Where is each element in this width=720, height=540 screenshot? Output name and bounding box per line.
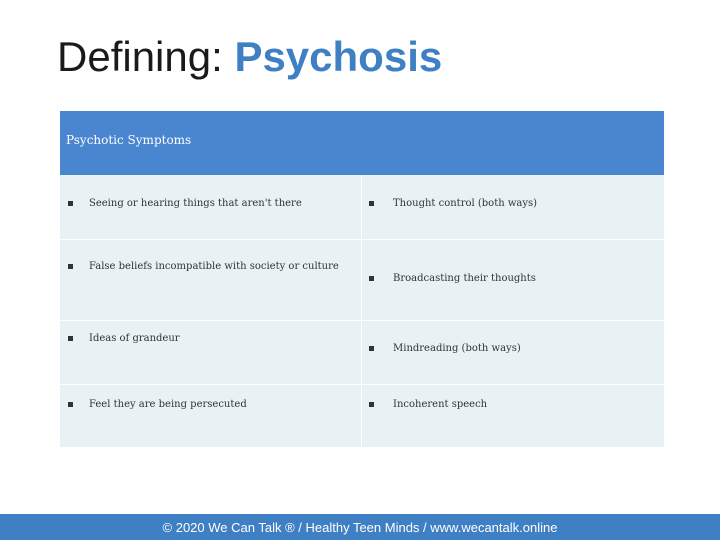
table-cell-left (60, 240, 362, 320)
table-cell-right (362, 240, 664, 320)
symptom-text: Ideas of grandeur (89, 333, 180, 344)
table-cell-left (60, 321, 362, 384)
title-prefix: Defining: (57, 33, 235, 80)
table-cell-right (362, 385, 664, 447)
symptom-text: Incoherent speech (393, 399, 488, 410)
table-header (60, 111, 664, 175)
bullet-icon (369, 346, 374, 351)
title-accent: Psychosis (234, 33, 443, 80)
slide-title (57, 33, 442, 81)
symptom-text: False beliefs incompatible with society or culture (89, 261, 339, 272)
bullet-icon (369, 402, 374, 407)
table-row (60, 175, 664, 240)
footer-text: © 2020 We Can Talk ® / Healthy Teen Minds / www.wecantalk.online (162, 519, 558, 535)
footer-bar (0, 514, 720, 540)
table-cell-right (362, 175, 664, 239)
symptom-text: Seeing or hearing things that aren't there (89, 198, 302, 209)
bullet-icon (68, 336, 73, 341)
table-row (60, 240, 664, 321)
bullet-icon (68, 201, 73, 206)
table-header-label: Psychotic Symptoms (66, 133, 192, 147)
table-cell-right (362, 321, 664, 384)
symptom-text: Thought control (both ways) (393, 198, 538, 209)
symptom-text: Mindreading (both ways) (393, 343, 521, 354)
symptom-text: Broadcasting their thoughts (393, 273, 536, 284)
bullet-icon (369, 276, 374, 281)
table-cell-left (60, 385, 362, 447)
table-row (60, 385, 664, 447)
symptoms-table (60, 111, 664, 447)
bullet-icon (68, 402, 73, 407)
table-cell-left (60, 175, 362, 239)
table-row (60, 321, 664, 385)
bullet-icon (369, 201, 374, 206)
symptom-text: Feel they are being persecuted (89, 399, 247, 410)
bullet-icon (68, 264, 73, 269)
